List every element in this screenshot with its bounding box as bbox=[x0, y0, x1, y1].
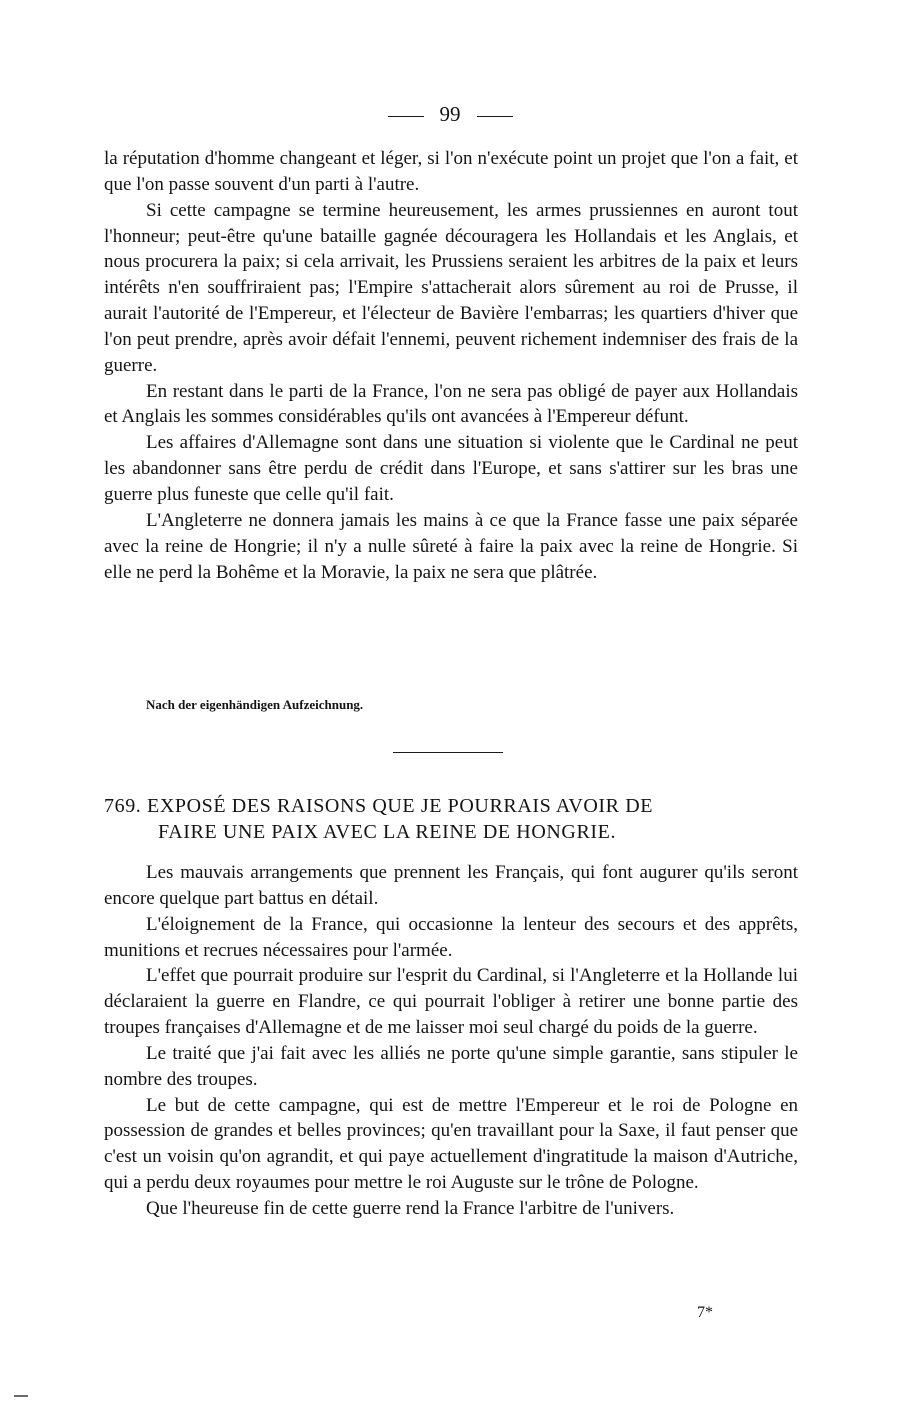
section-divider bbox=[393, 752, 503, 753]
continued-text-block bbox=[104, 146, 798, 585]
signature-mark: 7* bbox=[697, 1304, 713, 1321]
paragraph: Les mauvais arrangements que prennent les Français, qui font augurer qu'ils seront encore quelque part battus en détail. bbox=[104, 862, 798, 909]
paragraph: Les affaires d'Allemagne sont dans une situation si violente que le Cardinal ne peut les abandonner sans être perdu de crédit dans l'Europe, et sans s'attirer sur les bras une guerre plus funeste que celle qu'il fait. bbox=[104, 432, 798, 505]
section-number: 769. bbox=[104, 795, 142, 817]
page-number: 99 bbox=[439, 102, 461, 126]
paragraph: Le but de cette campagne, qui est de mettre l'Empereur et le roi de Pologne en possession de grandes et belles provinces; qu'en travaillant pour la Saxe, il faut penser que c'est un voisin qu'on agrandit, et qui paye actuellement d'ingratitude la maison d'Autriche, qui a perdu deux royaumes pour mettre le roi Auguste sur le trône de Pologne. bbox=[104, 1094, 798, 1194]
paragraph: la réputation d'homme changeant et léger, si l'on n'exécute point un projet que l'on a fait, et que l'on passe souvent d'un parti à l'autre. bbox=[104, 148, 798, 195]
paragraph: L'éloignement de la France, qui occasionne la lenteur des secours et des apprêts, munitions et recrues nécessaires pour l'armée. bbox=[104, 913, 798, 961]
header-dash-left bbox=[388, 116, 424, 117]
source-note: Nach der eigenhändigen Aufzeichnung. bbox=[146, 697, 364, 712]
paragraph: Que l'heureuse fin de cette guerre rend la France l'arbitre de l'univers. bbox=[146, 1197, 675, 1219]
section-title-part-1: EXPOSÉ DES RAISONS QUE JE POURRAIS AVOIR DE bbox=[147, 795, 654, 817]
section-title-part-2: FAIRE UNE PAIX AVEC LA REINE DE HONGRIE. bbox=[158, 821, 617, 843]
section-heading bbox=[104, 793, 798, 845]
page-header bbox=[0, 100, 900, 128]
section-text-block bbox=[104, 860, 798, 1222]
scan-speck bbox=[14, 1395, 28, 1397]
paragraph: L'Angleterre ne donnera jamais les mains à ce que la France fasse une paix séparée avec la reine de Hongrie; il n'y a nulle sûreté à faire la paix avec la reine de Hongrie. Si elle ne perd la Bohême et la Moravie, la paix ne sera que plâtrée. bbox=[104, 509, 798, 583]
paragraph: En restant dans le parti de la France, l'on ne sera pas obligé de payer aux Hollandais et Anglais les sommes considérables qu'ils ont avancées à l'Empereur défunt. bbox=[104, 380, 798, 428]
section-heading-line-1 bbox=[104, 793, 798, 819]
paragraph: L'effet que pourrait produire sur l'esprit du Cardinal, si l'Angleterre et la Hollande lui déclaraient la guerre en Flandre, ce qui pourrait l'obliger à retirer une bonne partie des troupes françaises d'Allemagne et de me laisser moi seul chargé du poids de la guerre. bbox=[104, 965, 798, 1039]
paragraph: Le traité que j'ai fait avec les alliés ne porte qu'une simple garantie, sans stipuler le nombre des troupes. bbox=[104, 1042, 798, 1090]
paragraph: Si cette campagne se termine heureusement, les armes prussiennes en auront tout l'honneur; peut-être qu'une bataille gagnée découragera les Hollandais et les Anglais, et nous procurera la paix; si cela arrivait, les Prussiens seraient les arbitres de la paix et leurs intérêts n'en souffriraient pas; l'Empire s'attacherait alors sûrement au roi de Prusse, il aurait l'autorité de l'Empereur, et l'électeur de Bavière l'embarras; les quartiers d'hiver que l'on peut prendre, après avoir défait l'ennemi, peuvent richement indemniser des frais de la guerre. bbox=[104, 199, 798, 376]
header-dash-right bbox=[477, 116, 513, 117]
